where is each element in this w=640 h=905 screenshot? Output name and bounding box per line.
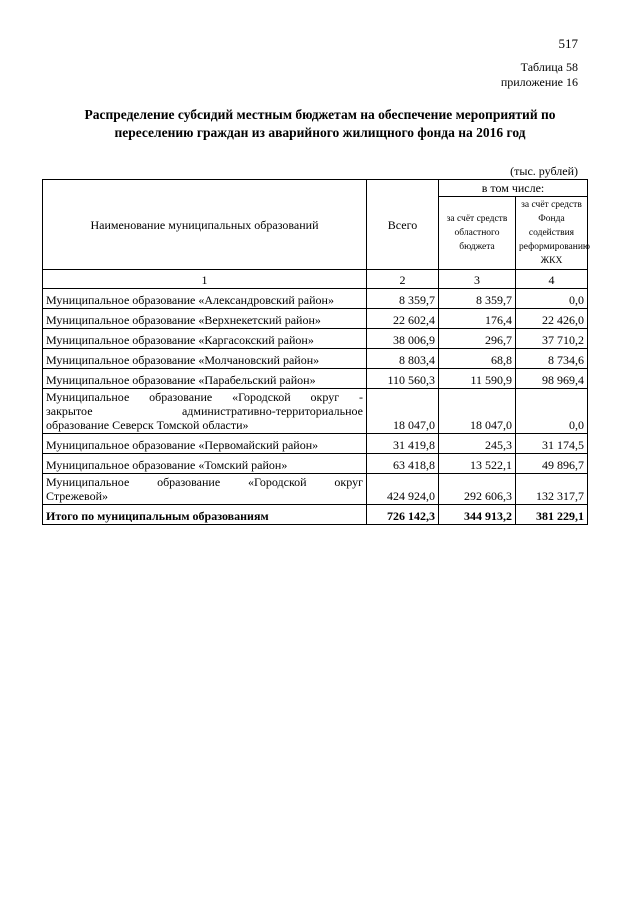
row-name-line: Стрежевой» xyxy=(46,489,109,503)
total-row-name: Итого по муниципальным образованиям xyxy=(43,505,367,525)
total-row-fund: 381 229,1 xyxy=(516,505,588,525)
row-name: Муниципальное образование «Каргасокский район» xyxy=(43,329,367,349)
table-row xyxy=(43,329,588,349)
row-name: Муниципальное образование «Александровский район» xyxy=(43,289,367,309)
row-fund: 22 426,0 xyxy=(516,309,588,329)
row-name: Муниципальное образование «Первомайский район» xyxy=(43,434,367,454)
table-row xyxy=(43,289,588,309)
row-fund: 98 969,4 xyxy=(516,369,588,389)
row-fund: 49 896,7 xyxy=(516,454,588,474)
table-row xyxy=(43,389,588,434)
row-fund: 31 174,5 xyxy=(516,434,588,454)
page-number: 517 xyxy=(558,36,578,51)
row-total: 8 359,7 xyxy=(367,289,439,309)
row-regional: 18 047,0 xyxy=(439,389,516,434)
row-total: 110 560,3 xyxy=(367,369,439,389)
table-row xyxy=(43,474,588,505)
row-name-line: Муниципальное образование «Городской округ - xyxy=(46,390,363,404)
row-fund: 8 734,6 xyxy=(516,349,588,369)
table-row xyxy=(43,349,588,369)
row-name: Муниципальное образование «Томский район» xyxy=(43,454,367,474)
units-label: (тыс. рублей) xyxy=(510,164,578,178)
col-number-4: 4 xyxy=(516,270,588,289)
col-number-2: 2 xyxy=(367,270,439,289)
total-row-total: 726 142,3 xyxy=(367,505,439,525)
document-title: Распределение субсидий местным бюджетам на обеспечение мероприятий по переселению граждан из аварийного жилищного фонда на 2016 год xyxy=(84,107,556,140)
row-total: 31 419,8 xyxy=(367,434,439,454)
row-regional: 13 522,1 xyxy=(439,454,516,474)
row-total: 38 006,9 xyxy=(367,329,439,349)
row-fund: 132 317,7 xyxy=(516,474,588,505)
row-total: 8 803,4 xyxy=(367,349,439,369)
row-regional: 11 590,9 xyxy=(439,369,516,389)
row-regional: 245,3 xyxy=(439,434,516,454)
row-regional: 176,4 xyxy=(439,309,516,329)
row-total: 18 047,0 xyxy=(367,389,439,434)
row-name-line: образование Северск Томской области» xyxy=(46,418,249,432)
table-row xyxy=(43,434,588,454)
table-row xyxy=(43,369,588,389)
col-number-1: 1 xyxy=(43,270,367,289)
header-name: Наименование муниципальных образований xyxy=(43,180,367,270)
row-name: Муниципальное образование «Парабельский район» xyxy=(43,369,367,389)
total-row-regional: 344 913,2 xyxy=(439,505,516,525)
table-row xyxy=(43,309,588,329)
row-total: 424 924,0 xyxy=(367,474,439,505)
table-reference xyxy=(501,60,578,90)
table-label: Таблица 58 xyxy=(520,60,578,74)
header-regional: за счёт средств областного бюджета xyxy=(439,197,516,270)
table-row xyxy=(43,454,588,474)
appendix-label: приложение 16 xyxy=(500,75,578,89)
row-regional: 292 606,3 xyxy=(439,474,516,505)
row-total: 22 602,4 xyxy=(367,309,439,329)
row-regional: 68,8 xyxy=(439,349,516,369)
row-name-line: закрытое административно-территориальное xyxy=(46,404,363,418)
row-regional: 8 359,7 xyxy=(439,289,516,309)
row-regional: 296,7 xyxy=(439,329,516,349)
total-row xyxy=(43,505,588,525)
header-including: в том числе: xyxy=(439,180,588,197)
row-fund: 37 710,2 xyxy=(516,329,588,349)
row-name xyxy=(43,389,367,434)
header-total: Всего xyxy=(367,180,439,270)
subsidy-table xyxy=(42,179,591,525)
row-fund: 0,0 xyxy=(516,389,588,434)
row-name-line: Муниципальное образование «Городской округ xyxy=(46,475,363,489)
col-number-3: 3 xyxy=(439,270,516,289)
row-name: Муниципальное образование «Молчановский район» xyxy=(43,349,367,369)
row-total: 63 418,8 xyxy=(367,454,439,474)
row-name: Муниципальное образование «Верхнекетский район» xyxy=(43,309,367,329)
row-fund: 0,0 xyxy=(516,289,588,309)
header-fund: за счёт средств Фонда содействия реформированию ЖКХ xyxy=(516,197,588,270)
row-name xyxy=(43,474,367,505)
